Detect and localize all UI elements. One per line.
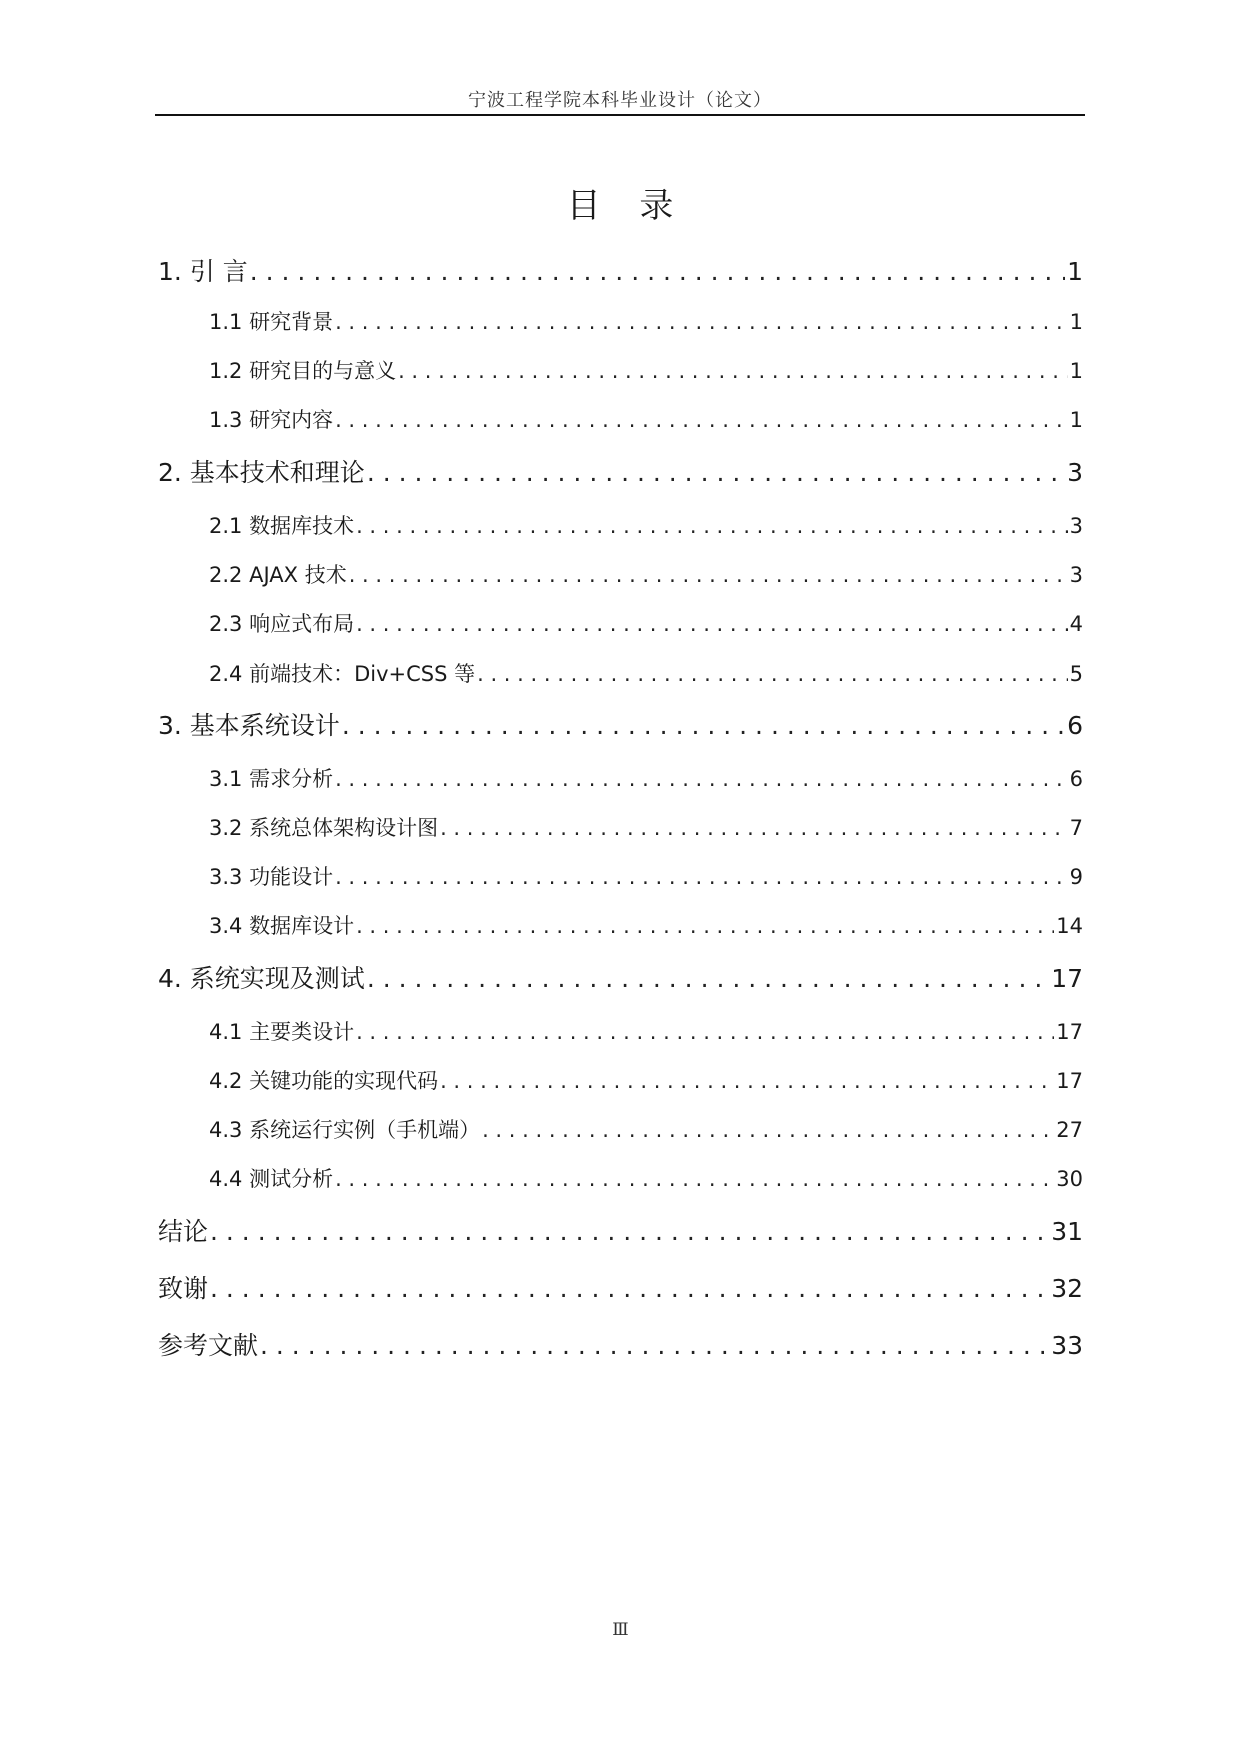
dot-leader: [440, 1069, 1054, 1093]
dot-leader: [250, 257, 1065, 286]
toc-entry-page: 6: [1069, 767, 1083, 791]
toc-entry-label: 1. 引 言: [158, 257, 248, 286]
toc-entry-3-4[interactable]: [158, 910, 1083, 940]
toc-entry-3-3[interactable]: [158, 861, 1083, 891]
toc-entry-page: 17: [1056, 1020, 1083, 1044]
toc-entry-page: 3: [1069, 563, 1083, 587]
toc-entry-page: 31: [1051, 1217, 1083, 1246]
toc-entry-label: 2.4 前端技术：Div+CSS 等: [209, 662, 476, 686]
header-rule: [155, 114, 1085, 116]
toc-entry-label: 2.2 AJAX 技术: [209, 563, 347, 587]
dot-leader: [349, 563, 1068, 587]
dot-leader: [440, 816, 1068, 840]
toc-entry-2-3[interactable]: [158, 608, 1083, 638]
toc-entry-1[interactable]: [158, 252, 1083, 288]
toc-entry-label: 4.4 测试分析: [209, 1167, 334, 1191]
toc-entry-3[interactable]: [158, 706, 1083, 742]
dot-leader: [398, 359, 1068, 383]
toc-entry-page: 1: [1069, 359, 1083, 383]
toc-entry-1-3[interactable]: [158, 404, 1083, 434]
toc-entry-page: 17: [1056, 1069, 1083, 1093]
dot-leader: [367, 964, 1049, 993]
dot-leader: [335, 767, 1068, 791]
dot-leader: [367, 458, 1065, 487]
toc-entry-label: 2.1 数据库技术: [209, 514, 355, 538]
toc-entry-label: 4.3 系统运行实例（手机端）: [209, 1118, 481, 1142]
dot-leader: [335, 408, 1068, 432]
toc-entry-3-2[interactable]: [158, 812, 1083, 842]
toc-entry-page: 3: [1067, 458, 1083, 487]
toc-entry-4-1[interactable]: [158, 1016, 1083, 1046]
dot-leader: [335, 865, 1068, 889]
toc-entry-label: 2.3 响应式布局: [209, 612, 355, 636]
dot-leader: [477, 662, 1068, 686]
toc-entry-label: 1.1 研究背景: [209, 310, 334, 334]
dot-leader: [342, 711, 1065, 740]
toc-entry-label: 4.1 主要类设计: [209, 1020, 355, 1044]
toc-entry-label: 参考文献: [158, 1331, 259, 1360]
toc-entry-4-2[interactable]: [158, 1065, 1083, 1095]
toc-entry-page: 1: [1067, 257, 1083, 286]
toc-entry-label: 3.1 需求分析: [209, 767, 334, 791]
toc-entry-page: 6: [1067, 711, 1083, 740]
dot-leader: [356, 514, 1068, 538]
toc-entry-label: 3.3 功能设计: [209, 865, 334, 889]
toc-entry-4[interactable]: [158, 959, 1083, 995]
toc-entry-4-3[interactable]: [158, 1114, 1083, 1144]
toc-entry-2[interactable]: [158, 453, 1083, 489]
toc-entry-label: 4.2 关键功能的实现代码: [209, 1069, 439, 1093]
toc-entry-page: 33: [1051, 1331, 1083, 1360]
dot-leader: [335, 1167, 1054, 1191]
toc-entry-page: 4: [1069, 612, 1083, 636]
toc-entry-page: 17: [1051, 964, 1083, 993]
toc-entry-label: 致谢: [158, 1274, 209, 1303]
dot-leader: [482, 1118, 1054, 1142]
toc-entry-label: 3.2 系统总体架构设计图: [209, 816, 439, 840]
toc-entry-acknowledgements[interactable]: [158, 1269, 1083, 1305]
dot-leader: [260, 1331, 1049, 1360]
dot-leader: [210, 1274, 1049, 1303]
running-header: 宁波工程学院本科毕业设计（论文）: [468, 90, 772, 111]
toc-entry-1-1[interactable]: [158, 306, 1083, 336]
toc-entry-2-2[interactable]: [158, 559, 1083, 589]
toc-entry-page: 30: [1056, 1167, 1083, 1191]
dot-leader: [356, 612, 1068, 636]
page-number: Ⅲ: [612, 1620, 629, 1640]
toc-entry-page: 1: [1069, 310, 1083, 334]
toc-entry-page: 32: [1051, 1274, 1083, 1303]
toc-entry-references[interactable]: [158, 1326, 1083, 1362]
toc-entry-page: 27: [1056, 1118, 1083, 1142]
toc-entry-label: 4. 系统实现及测试: [158, 964, 365, 993]
toc-entry-page: 5: [1069, 662, 1083, 686]
toc-entry-page: 7: [1069, 816, 1083, 840]
toc-entry-1-2[interactable]: [158, 355, 1083, 385]
toc-entry-2-1[interactable]: [158, 510, 1083, 540]
toc-entry-4-4[interactable]: [158, 1163, 1083, 1193]
toc-entry-page: 9: [1069, 865, 1083, 889]
toc-entry-label: 1.2 研究目的与意义: [209, 359, 397, 383]
toc-entry-page: 1: [1069, 408, 1083, 432]
dot-leader: [335, 310, 1068, 334]
toc-entry-page: 3: [1069, 514, 1083, 538]
toc-entry-3-1[interactable]: [158, 763, 1083, 793]
toc-entry-label: 3. 基本系统设计: [158, 711, 340, 740]
dot-leader: [356, 914, 1054, 938]
toc-entry-page: 14: [1056, 914, 1083, 938]
toc-entry-2-4[interactable]: [158, 658, 1083, 688]
toc-title: 目 录: [566, 186, 688, 226]
toc-entry-label: 2. 基本技术和理论: [158, 458, 365, 487]
toc-entry-label: 结论: [158, 1217, 209, 1246]
toc-entry-label: 3.4 数据库设计: [209, 914, 355, 938]
toc-entry-label: 1.3 研究内容: [209, 408, 334, 432]
toc-entry-conclusion[interactable]: [158, 1212, 1083, 1248]
dot-leader: [210, 1217, 1049, 1246]
dot-leader: [356, 1020, 1054, 1044]
